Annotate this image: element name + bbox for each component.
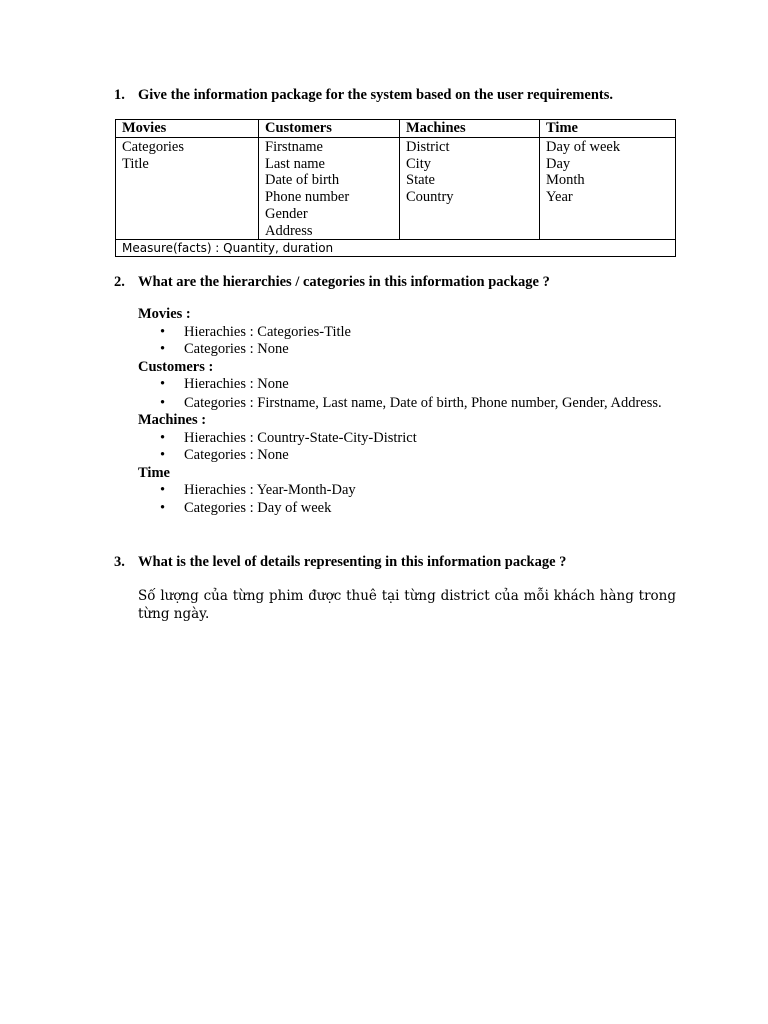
table-header-movies: Movies xyxy=(116,120,259,138)
cell-line: Title xyxy=(122,155,149,172)
cell-line: Day xyxy=(546,155,571,172)
bullet-icon: • xyxy=(160,447,166,463)
table-row xyxy=(116,138,676,240)
list-item-text: Categories : Day of week xyxy=(184,499,332,516)
list-item-text: Hierachies : Country-State-City-District xyxy=(184,429,417,446)
bullet-icon: • xyxy=(160,482,166,498)
table-header-customers: Customers xyxy=(259,120,400,138)
question-number: 3. xyxy=(114,554,125,570)
cell-line: Categories xyxy=(122,139,185,155)
list-item xyxy=(138,324,676,342)
bullet-icon: • xyxy=(160,394,166,411)
cell-line: Country xyxy=(406,189,454,206)
table-cell-time xyxy=(540,138,676,240)
cell-line: Gender xyxy=(265,205,308,222)
cell-line: State xyxy=(406,172,435,189)
dimension-list-time xyxy=(138,482,676,517)
table-cell-customers xyxy=(259,138,400,240)
information-package-table xyxy=(115,119,676,257)
dimension-title-machines: Machines : xyxy=(138,412,207,428)
table-measure-row xyxy=(116,240,676,257)
cell-line: Firstname xyxy=(265,139,323,155)
list-item xyxy=(138,376,676,394)
list-item xyxy=(138,430,676,448)
question-text: What is the level of details representing in this information package ? xyxy=(138,554,567,570)
cell-line: Year xyxy=(546,189,573,206)
list-item-text: Hierachies : Year-Month-Day xyxy=(184,482,356,498)
table-cell-movies xyxy=(116,138,259,240)
dimension-title-time: Time xyxy=(138,464,170,481)
list-item-text: Categories : None xyxy=(184,341,289,357)
measure-facts: Measure(facts) : Quantity, duration xyxy=(116,240,676,257)
question-text: Give the information package for the system based on the user requirements. xyxy=(138,87,613,103)
cell-line: Date of birth xyxy=(265,172,340,189)
table-header-time: Time xyxy=(540,120,676,138)
question-number: 2. xyxy=(114,274,125,290)
list-item-text: Categories : None xyxy=(184,447,289,463)
bullet-icon: • xyxy=(160,323,166,340)
table-header-row xyxy=(116,120,676,138)
question-1 xyxy=(114,86,676,104)
list-item-text: Hierachies : Categories-Title xyxy=(184,323,351,340)
list-item xyxy=(138,341,676,359)
list-item-text: Hierachies : None xyxy=(184,376,289,392)
dimension-title-movies: Movies : xyxy=(138,306,191,322)
bullet-icon: • xyxy=(160,499,166,516)
list-item xyxy=(138,482,676,500)
bullet-icon: • xyxy=(160,376,166,392)
list-item xyxy=(138,395,676,413)
cell-line: Phone number xyxy=(265,189,350,206)
answer-3-paragraph: Số lượng của từng phim được thuê tại từng district của mỗi khách hàng trong từng ngày. xyxy=(138,588,676,622)
cell-line: Month xyxy=(546,172,585,189)
hierarchies-answer xyxy=(138,306,676,517)
list-item xyxy=(138,447,676,465)
question-3 xyxy=(114,553,676,571)
table-cell-machines xyxy=(400,138,540,240)
list-item-text: Categories : Firstname, Last name, Date of birth, Phone number, Gender, Address. xyxy=(184,394,662,411)
question-text: What are the hierarchies / categories in this information package ? xyxy=(138,274,550,290)
cell-line: Address xyxy=(265,222,313,239)
dimension-list-movies xyxy=(138,324,676,359)
dimension-list-machines xyxy=(138,430,676,465)
cell-line: City xyxy=(406,155,431,172)
bullet-icon: • xyxy=(160,341,166,357)
cell-line: District xyxy=(406,139,450,155)
dimension-title-customers: Customers : xyxy=(138,358,214,375)
question-2 xyxy=(114,273,676,291)
cell-line: Day of week xyxy=(546,139,621,155)
table-header-machines: Machines xyxy=(400,120,540,138)
list-item xyxy=(138,500,676,518)
cell-line: Last name xyxy=(265,155,325,172)
question-number: 1. xyxy=(114,87,125,103)
dimension-list-customers xyxy=(138,376,676,412)
bullet-icon: • xyxy=(160,429,166,446)
